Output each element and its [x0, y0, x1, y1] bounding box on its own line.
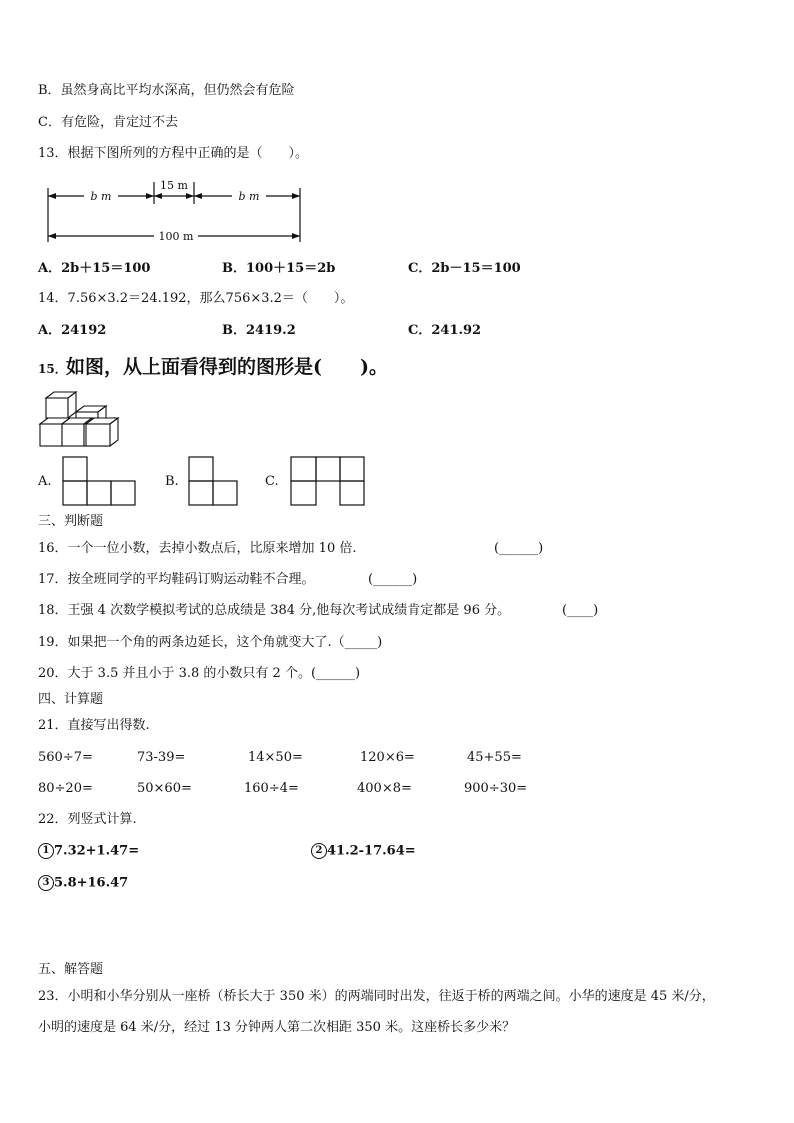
- q13-left-label: b m: [90, 190, 112, 203]
- q15-cube-figure: [38, 392, 128, 452]
- q14-option-c: C．241.92: [408, 323, 482, 338]
- section-5-title: 五、解答题: [38, 962, 104, 977]
- section-3-title: 三、判断题: [38, 514, 104, 529]
- circled-number-2: 2: [311, 843, 327, 859]
- q18-answer-blank[interactable]: (____): [562, 603, 599, 618]
- q22-item-2: [311, 843, 416, 860]
- calc-row2-item1: 80÷20=: [38, 781, 93, 796]
- q18-stem: 18．王强 4 次数学模拟考试的总成绩是 384 分,他每次考试成绩肯定都是 96 分。: [38, 603, 511, 618]
- q14-option-a: A．24192: [38, 323, 107, 338]
- q16-stem: 16．一个一位小数，去掉小数点后，比原来增加 10 倍.: [38, 541, 357, 556]
- calc-row1-item1: 560÷7=: [38, 750, 93, 765]
- circled-number-3: 3: [38, 875, 54, 891]
- calc-row2-item3: 160÷4=: [244, 781, 299, 796]
- q17-answer-blank[interactable]: (______): [368, 572, 418, 587]
- q17-stem: 17．按全班同学的平均鞋码订购运动鞋不合理。: [38, 572, 315, 587]
- q22-stem: 22．列竖式计算.: [38, 812, 137, 827]
- q19-stem: 19．如果把一个角的两条边延长，这个角就变大了.（_____): [38, 635, 383, 650]
- q12-option-b: B．虽然身高比平均水深高，但仍然会有危险: [38, 83, 295, 98]
- q22-item-1: [38, 843, 139, 860]
- calc-row2-item4: 400×8=: [357, 781, 412, 796]
- q16-answer-blank[interactable]: (______): [494, 541, 544, 556]
- q21-stem: 21．直接写出得数.: [38, 718, 150, 733]
- q13-stem: 13．根据下图所列的方程中正确的是（ ）。: [38, 146, 309, 161]
- q15-option-c-shape: [290, 456, 368, 506]
- q13-total-label: 100 m: [158, 230, 194, 243]
- q22-item-3-expr: 5.8+16.47: [54, 875, 129, 891]
- q14-stem: 14．7.56×3.2＝24.192，那么756×3.2＝（ ）。: [38, 291, 354, 306]
- q22-item-2-expr: 41.2-17.64=: [327, 843, 416, 859]
- calc-row1-item3: 14×50=: [248, 750, 303, 765]
- q13-option-a: A．2b＋15＝100: [38, 261, 151, 276]
- q14-option-b: B．2419.2: [222, 323, 296, 338]
- q15-number: 15．: [38, 362, 67, 376]
- q13-segment-diagram: [40, 176, 310, 246]
- q22-item-1-expr: 7.32+1.47=: [54, 843, 140, 859]
- q15-option-b-shape: [188, 456, 240, 506]
- calc-row1-item2: 73-39=: [137, 750, 186, 765]
- q13-mid-label: 15 m: [160, 179, 188, 192]
- q15-option-a-shape: [62, 456, 138, 506]
- calc-row1-item4: 120×6=: [360, 750, 415, 765]
- q20-stem: 20．大于 3.5 并且小于 3.8 的小数只有 2 个。(______): [38, 666, 361, 681]
- q12-option-c: C．有危险，肯定过不去: [38, 115, 178, 130]
- section-4-title: 四、计算题: [38, 692, 104, 707]
- q13-right-label: b m: [238, 190, 260, 203]
- q13-option-c: C．2b－15＝100: [408, 261, 521, 276]
- q15-stem: 如图，从上面看得到的图形是( )。: [66, 356, 388, 378]
- circled-number-1: 1: [38, 843, 54, 859]
- q15-option-b-label: B.: [165, 474, 179, 489]
- calc-row2-item5: 900÷30=: [464, 781, 528, 796]
- q15-option-c-label: C.: [265, 474, 279, 489]
- calc-row1-item5: 45+55=: [467, 750, 522, 765]
- q15-option-a-label: A.: [38, 474, 52, 489]
- q13-option-b: B．100＋15＝2b: [222, 261, 336, 276]
- q22-item-3: [38, 875, 128, 892]
- q23-line1: 23．小明和小华分别从一座桥（桥长大于 350 米）的两端同时出发，往返于桥的两端之间。小华的速度是 45 米/分，: [38, 989, 715, 1004]
- calc-row2-item2: 50×60=: [137, 781, 192, 796]
- q23-line2: 小明的速度是 64 米/分，经过 13 分钟两人第二次相距 350 米。这座桥长多少米？: [38, 1020, 516, 1035]
